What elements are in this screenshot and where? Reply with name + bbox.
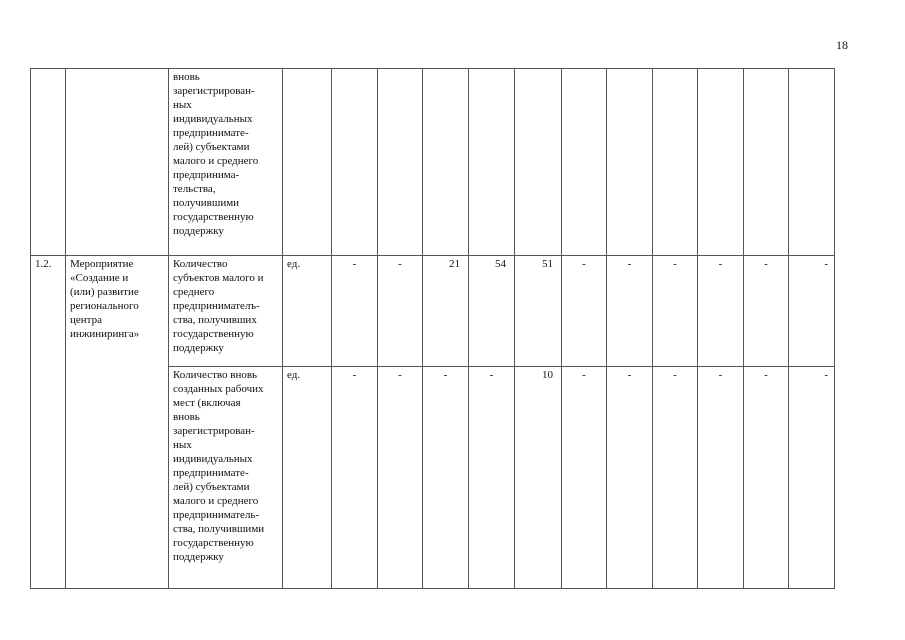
cell-indicator: Количество вновь созданных рабочих мест (включая вновь зарегистрирован- ных индивидуальных предпринимате- лей) субъектами малого и среднего предприниматель- ства, получившими государственную поддержку — [169, 367, 283, 589]
cell-value: - — [562, 367, 607, 589]
cell-indicator: Количество субъектов малого и среднего предпринимателъ- ства, получивших государственную поддержку — [169, 256, 283, 367]
table-row-measure-1-2-a — [31, 256, 835, 367]
cell-value — [515, 69, 562, 256]
cell-number — [31, 69, 66, 256]
cell-value — [378, 69, 423, 256]
cell-value — [744, 69, 789, 256]
cell-value: - — [789, 256, 835, 367]
cell-value — [469, 69, 515, 256]
cell-unit: ед. — [283, 367, 332, 589]
cell-value: - — [378, 256, 423, 367]
cell-value: - — [378, 367, 423, 589]
cell-value: - — [744, 256, 789, 367]
cell-value: 54 — [469, 256, 515, 367]
table-row-continued — [31, 69, 835, 256]
cell-value: - — [607, 367, 653, 589]
cell-value: 51 — [515, 256, 562, 367]
cell-value — [789, 69, 835, 256]
cell-value: 21 — [423, 256, 469, 367]
cell-value: - — [423, 367, 469, 589]
cell-value: - — [332, 367, 378, 589]
cell-value: - — [332, 256, 378, 367]
cell-value: - — [744, 367, 789, 589]
cell-measure-name: Мероприятие «Создание и (или) развитие регионального центра инжиниринга» — [66, 256, 169, 589]
cell-value: - — [469, 367, 515, 589]
cell-value: - — [698, 256, 744, 367]
cell-unit — [283, 69, 332, 256]
cell-value: - — [607, 256, 653, 367]
cell-value — [698, 69, 744, 256]
cell-value: - — [653, 256, 698, 367]
cell-value — [653, 69, 698, 256]
cell-indicator: вновь зарегистрирован- ных индивидуальных предпринимате- лей) субъектами малого и среднего предпринима- тельства, получившими государственную поддержку — [169, 69, 283, 256]
cell-value — [332, 69, 378, 256]
cell-measure-name — [66, 69, 169, 256]
cell-value: - — [789, 367, 835, 589]
cell-value — [607, 69, 653, 256]
cell-value: - — [698, 367, 744, 589]
cell-value — [423, 69, 469, 256]
cell-value: 10 — [515, 367, 562, 589]
page-number: 18 — [836, 38, 848, 52]
cell-value: - — [653, 367, 698, 589]
indicators-table — [30, 68, 835, 589]
cell-value: - — [562, 256, 607, 367]
cell-value — [562, 69, 607, 256]
cell-unit: ед. — [283, 256, 332, 367]
cell-number: 1.2. — [31, 256, 66, 589]
